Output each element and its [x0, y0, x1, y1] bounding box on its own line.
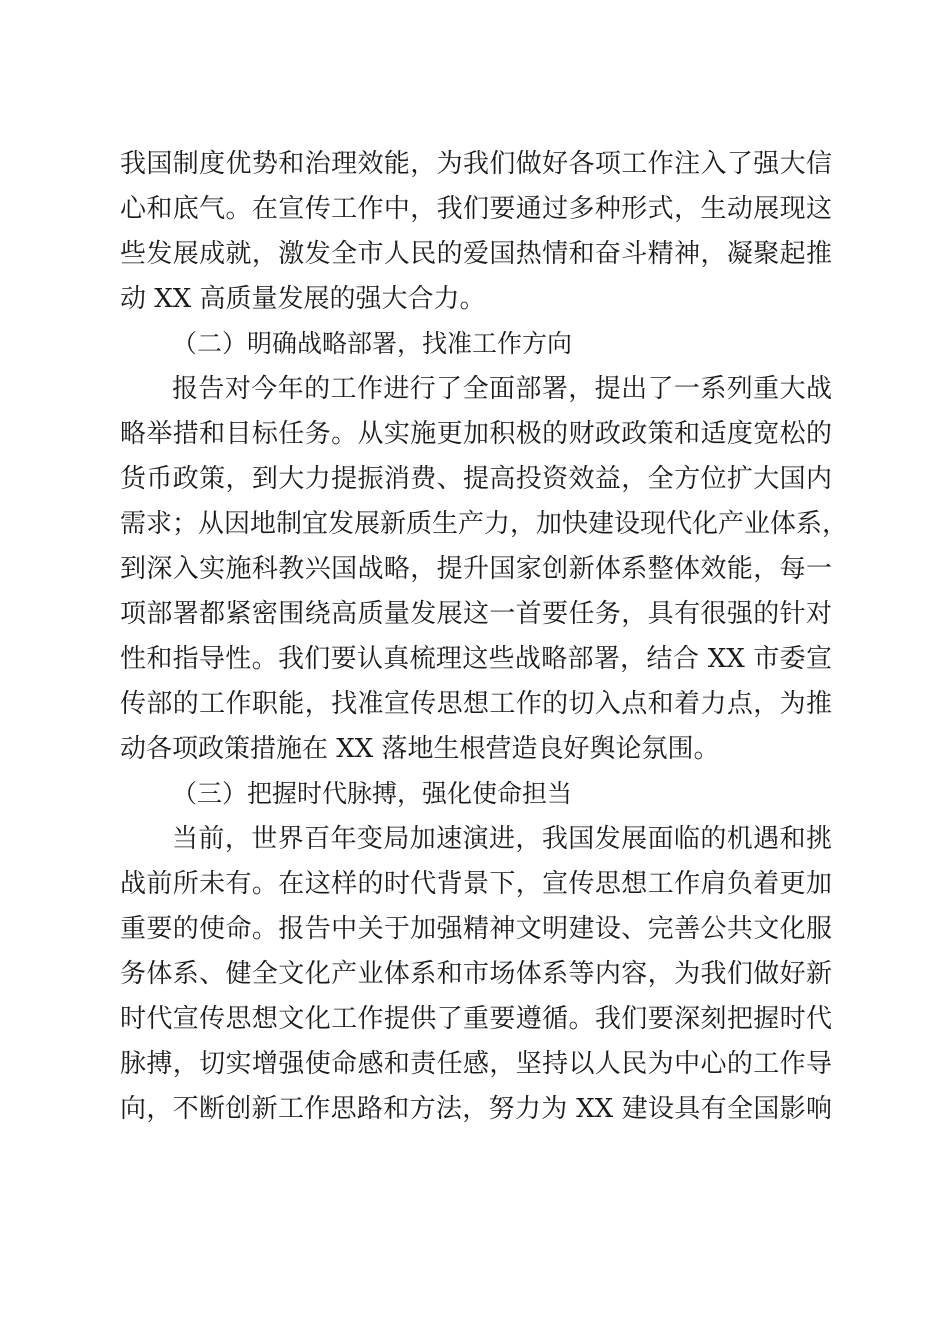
- text-line: 项部署都紧密围绕高质量发展这一首要任务，具有很强的针对: [120, 599, 832, 629]
- text-line: 务体系、健全文化产业体系和市场体系等内容，为我们做好新: [120, 959, 832, 989]
- text-line: 向，不断创新工作思路和方法，努力为 XX 建设具有全国影响: [120, 1094, 832, 1124]
- text-line: 动各项政策措施在 XX 落地生根营造良好舆论氛围。: [120, 734, 720, 764]
- text-line: 些发展成就，激发全市人民的爱国热情和奋斗精神，凝聚起推: [120, 239, 832, 269]
- text-line: 时代宣传思想文化工作提供了重要遵循。我们要深刻把握时代: [120, 1004, 832, 1034]
- text-line: 心和底气。在宣传工作中，我们要通过多种形式，生动展现这: [120, 194, 832, 224]
- text-line: 略举措和目标任务。从实施更加积极的财政政策和适度宽松的: [120, 419, 832, 449]
- text-line: 需求；从因地制宜发展新质生产力，加快建设现代化产业体系，: [120, 509, 849, 539]
- text-line: 我国制度优势和治理效能，为我们做好各项工作注入了强大信: [120, 149, 832, 179]
- text-line: 到深入实施科教兴国战略，提升国家创新体系整体效能，每一: [120, 554, 832, 584]
- text-line: 动 XX 高质量发展的强大合力。: [120, 284, 486, 314]
- text-line: 性和指导性。我们要认真梳理这些战略部署，结合 XX 市委宣: [120, 644, 832, 674]
- section-heading: （二）明确战略部署，找准工作方向: [172, 329, 573, 358]
- text-line: 货币政策，到大力提振消费、提高投资效益，全方位扩大国内: [120, 464, 832, 494]
- text-line: 重要的使命。报告中关于加强精神文明建设、完善公共文化服: [120, 914, 832, 944]
- text-line: 传部的工作职能，找准宣传思想工作的切入点和着力点，为推: [120, 689, 832, 719]
- section-heading: （三）把握时代脉搏，强化使命担当: [172, 779, 573, 808]
- paragraph-first-line: 当前，世界百年变局加速演进，我国发展面临的机遇和挑: [172, 824, 832, 854]
- paragraph-first-line: 报告对今年的工作进行了全面部署，提出了一系列重大战: [172, 374, 832, 404]
- text-line: 脉搏，切实增强使命感和责任感，坚持以人民为中心的工作导: [120, 1049, 832, 1079]
- text-line: 战前所未有。在这样的时代背景下，宣传思想工作肩负着更加: [120, 869, 832, 899]
